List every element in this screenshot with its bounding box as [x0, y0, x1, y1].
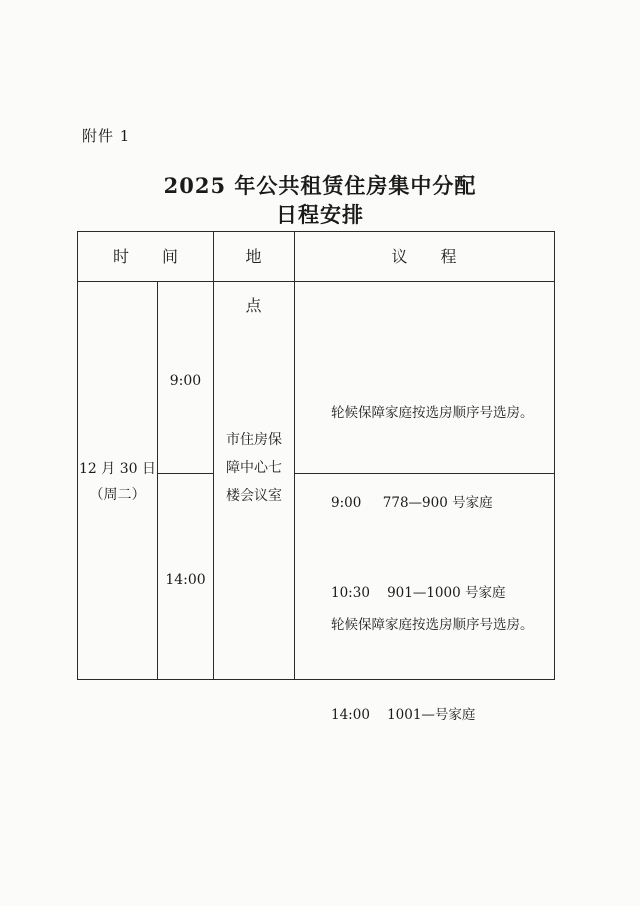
date-weekday: （周二） [89, 487, 146, 503]
document-title-line-1: 2025 年公共租赁住房集中分配 [163, 173, 477, 198]
header-location: 地 点 [245, 247, 276, 315]
header-agenda: 议 程 [391, 247, 471, 266]
document-title-line-2: 日程安排 [276, 202, 364, 227]
location-line-2: 障中心七 [226, 460, 282, 476]
date-cell [78, 456, 157, 508]
session-2-agenda [331, 550, 534, 790]
session-2-time: 14:00 [165, 572, 206, 588]
agenda-item: 轮候保障家庭按选房顺序号选房。 [331, 617, 534, 633]
agenda-item: 9:00 778—900 号家庭 [331, 495, 493, 511]
header-time: 时 间 [112, 247, 193, 266]
date-day: 12 月 30 日 [79, 461, 156, 477]
agenda-item: 10:30 901—1000 号家庭 [331, 585, 506, 601]
header-divider [78, 281, 554, 282]
schedule-table [77, 231, 555, 723]
agenda-item: 14:00 1001—号家庭 [331, 707, 476, 723]
location-agenda-divider [294, 232, 295, 679]
date-time-divider [157, 281, 158, 679]
location-line-1: 市住房保 [226, 432, 282, 448]
location-line-3: 楼会议室 [226, 488, 282, 504]
session-1-time: 9:00 [169, 373, 202, 389]
agenda-item: 轮候保障家庭按选房顺序号选房。 [331, 405, 534, 421]
attachment-label: 附件 1 [82, 127, 131, 145]
time-session-divider [157, 473, 213, 474]
location-cell [214, 426, 294, 510]
